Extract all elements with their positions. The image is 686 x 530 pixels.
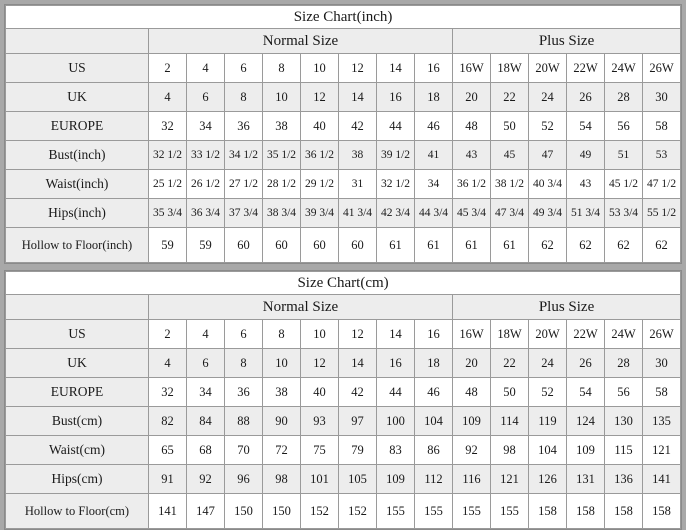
table-cell: 38 3/4 — [263, 199, 301, 228]
table-cell: 147 — [187, 494, 225, 529]
table-cell: 30 — [643, 349, 681, 378]
table-cell: 6 — [225, 54, 263, 83]
table-group-row — [6, 295, 681, 320]
table-cell: 26 — [567, 83, 605, 112]
table-cell: 65 — [149, 436, 187, 465]
table-cell: 20 — [453, 83, 491, 112]
table-cell: 119 — [529, 407, 567, 436]
row-label: Waist(cm) — [6, 436, 149, 465]
table-cell: 131 — [567, 465, 605, 494]
table-cell: 72 — [263, 436, 301, 465]
table-cell: 158 — [605, 494, 643, 529]
table-cell: 36 1/2 — [453, 170, 491, 199]
table-cell: 130 — [605, 407, 643, 436]
table-cell: 26W — [643, 54, 681, 83]
table-cell: 2 — [149, 54, 187, 83]
table-cell: 16 — [377, 349, 415, 378]
table-cell: 30 — [643, 83, 681, 112]
table-cell: 91 — [149, 465, 187, 494]
table-cell: 8 — [225, 349, 263, 378]
chart-title: Size Chart(inch) — [6, 6, 681, 29]
group-plus-size: Plus Size — [453, 295, 681, 320]
table-cell: 8 — [263, 54, 301, 83]
table-cell: 18 — [415, 349, 453, 378]
table-cell: 4 — [149, 83, 187, 112]
table-cell: 10 — [301, 320, 339, 349]
table-cell: 60 — [339, 228, 377, 263]
table-title-row — [6, 6, 681, 29]
group-normal-size: Normal Size — [149, 295, 453, 320]
table-row — [6, 83, 681, 112]
table-cell: 62 — [529, 228, 567, 263]
table-cell: 28 1/2 — [263, 170, 301, 199]
table-cell: 37 3/4 — [225, 199, 263, 228]
table-cell: 40 3/4 — [529, 170, 567, 199]
table-cell: 52 — [529, 378, 567, 407]
table-cell: 18W — [491, 54, 529, 83]
table-cell: 48 — [453, 112, 491, 141]
table-cell: 150 — [225, 494, 263, 529]
table-cell: 22 — [491, 83, 529, 112]
table-cell: 82 — [149, 407, 187, 436]
table-row — [6, 378, 681, 407]
table-cell: 83 — [377, 436, 415, 465]
table-cell: 150 — [263, 494, 301, 529]
table-cell: 58 — [643, 112, 681, 141]
table-cell: 104 — [529, 436, 567, 465]
table-cell: 12 — [339, 54, 377, 83]
group-normal-size: Normal Size — [149, 29, 453, 54]
row-label: Hips(cm) — [6, 465, 149, 494]
table-cell: 42 — [339, 378, 377, 407]
row-label: Waist(inch) — [6, 170, 149, 199]
table-cell: 104 — [415, 407, 453, 436]
table-cell: 32 — [149, 378, 187, 407]
group-blank-cell — [6, 295, 149, 320]
table-cell: 155 — [377, 494, 415, 529]
table-cell: 112 — [415, 465, 453, 494]
table-cell: 47 — [529, 141, 567, 170]
table-row — [6, 407, 681, 436]
table-cell: 40 — [301, 378, 339, 407]
table-cell: 61 — [453, 228, 491, 263]
table-cell: 12 — [339, 320, 377, 349]
table-cell: 88 — [225, 407, 263, 436]
table-cell: 49 — [567, 141, 605, 170]
table-cell: 26W — [643, 320, 681, 349]
table-cell: 92 — [453, 436, 491, 465]
table-cell: 16W — [453, 54, 491, 83]
table-cell: 18 — [415, 83, 453, 112]
row-label: Hips(inch) — [6, 199, 149, 228]
table-row — [6, 494, 681, 529]
table-cell: 4 — [187, 54, 225, 83]
table-cell: 53 3/4 — [605, 199, 643, 228]
table-cell: 90 — [263, 407, 301, 436]
table-row — [6, 112, 681, 141]
table-cell: 155 — [453, 494, 491, 529]
table-cell: 101 — [301, 465, 339, 494]
table-cell: 36 — [225, 112, 263, 141]
table-cell: 59 — [187, 228, 225, 263]
table-cell: 24W — [605, 54, 643, 83]
table-cell: 27 1/2 — [225, 170, 263, 199]
table-cell: 96 — [225, 465, 263, 494]
table-cell: 28 — [605, 83, 643, 112]
table-cell: 42 — [339, 112, 377, 141]
table-cell: 40 — [301, 112, 339, 141]
table-cell: 44 — [377, 378, 415, 407]
table-cell: 54 — [567, 112, 605, 141]
table-cell: 22 — [491, 349, 529, 378]
size-table-cm — [5, 271, 681, 529]
table-cell: 32 1/2 — [377, 170, 415, 199]
table-cell: 4 — [187, 320, 225, 349]
row-label: Hollow to Floor(cm) — [6, 494, 149, 529]
table-cell: 6 — [187, 349, 225, 378]
table-cell: 24W — [605, 320, 643, 349]
table-cell: 8 — [225, 83, 263, 112]
table-cell: 39 3/4 — [301, 199, 339, 228]
table-cell: 79 — [339, 436, 377, 465]
table-cell: 86 — [415, 436, 453, 465]
table-cell: 152 — [339, 494, 377, 529]
row-label: Bust(inch) — [6, 141, 149, 170]
table-row — [6, 170, 681, 199]
table-cell: 12 — [301, 83, 339, 112]
table-cell: 58 — [643, 378, 681, 407]
table-cell: 93 — [301, 407, 339, 436]
table-cell: 16 — [415, 320, 453, 349]
row-label: UK — [6, 83, 149, 112]
table-cell: 155 — [491, 494, 529, 529]
size-table-inch — [5, 5, 681, 263]
row-label: US — [6, 320, 149, 349]
table-cell: 26 — [567, 349, 605, 378]
table-cell: 36 3/4 — [187, 199, 225, 228]
table-cell: 62 — [605, 228, 643, 263]
table-cell: 54 — [567, 378, 605, 407]
table-cell: 39 1/2 — [377, 141, 415, 170]
table-cell: 10 — [263, 83, 301, 112]
table-cell: 46 — [415, 112, 453, 141]
row-label: EUROPE — [6, 112, 149, 141]
table-cell: 84 — [187, 407, 225, 436]
table-cell: 10 — [263, 349, 301, 378]
table-cell: 60 — [301, 228, 339, 263]
table-cell: 38 1/2 — [491, 170, 529, 199]
table-cell: 62 — [567, 228, 605, 263]
table-cell: 136 — [605, 465, 643, 494]
table-cell: 41 — [415, 141, 453, 170]
table-cell: 14 — [377, 320, 415, 349]
row-label: Bust(cm) — [6, 407, 149, 436]
table-cell: 22W — [567, 320, 605, 349]
table-cell: 43 — [453, 141, 491, 170]
table-cell: 20W — [529, 54, 567, 83]
table-row — [6, 228, 681, 263]
chart-title: Size Chart(cm) — [6, 272, 681, 295]
table-cell: 51 — [605, 141, 643, 170]
table-cell: 14 — [377, 54, 415, 83]
table-title-row — [6, 272, 681, 295]
group-blank-cell — [6, 29, 149, 54]
table-cell: 124 — [567, 407, 605, 436]
row-label: EUROPE — [6, 378, 149, 407]
table-cell: 8 — [263, 320, 301, 349]
row-label: UK — [6, 349, 149, 378]
table-cell: 56 — [605, 112, 643, 141]
table-cell: 12 — [301, 349, 339, 378]
table-cell: 141 — [643, 465, 681, 494]
table-cell: 109 — [567, 436, 605, 465]
table-cell: 115 — [605, 436, 643, 465]
table-cell: 52 — [529, 112, 567, 141]
table-cell: 48 — [453, 378, 491, 407]
table-cell: 155 — [415, 494, 453, 529]
table-cell: 36 — [225, 378, 263, 407]
table-row — [6, 141, 681, 170]
table-cell: 92 — [187, 465, 225, 494]
table-cell: 105 — [339, 465, 377, 494]
row-label: Hollow to Floor(inch) — [6, 228, 149, 263]
table-cell: 75 — [301, 436, 339, 465]
table-cell: 126 — [529, 465, 567, 494]
table-cell: 14 — [339, 349, 377, 378]
table-row — [6, 199, 681, 228]
table-cell: 14 — [339, 83, 377, 112]
table-cell: 2 — [149, 320, 187, 349]
table-cell: 45 — [491, 141, 529, 170]
table-cell: 62 — [643, 228, 681, 263]
table-cell: 26 1/2 — [187, 170, 225, 199]
table-cell: 109 — [377, 465, 415, 494]
table-cell: 16 — [415, 54, 453, 83]
table-cell: 20W — [529, 320, 567, 349]
table-group-row — [6, 29, 681, 54]
table-cell: 116 — [453, 465, 491, 494]
table-cell: 97 — [339, 407, 377, 436]
table-cell: 16W — [453, 320, 491, 349]
table-cell: 36 1/2 — [301, 141, 339, 170]
table-cell: 41 3/4 — [339, 199, 377, 228]
table-cell: 33 1/2 — [187, 141, 225, 170]
table-cell: 61 — [491, 228, 529, 263]
table-cell: 60 — [263, 228, 301, 263]
table-row — [6, 349, 681, 378]
table-cell: 6 — [225, 320, 263, 349]
table-cell: 31 — [339, 170, 377, 199]
table-cell: 16 — [377, 83, 415, 112]
table-row — [6, 54, 681, 83]
table-cell: 121 — [643, 436, 681, 465]
table-cell: 22W — [567, 54, 605, 83]
table-cell: 10 — [301, 54, 339, 83]
table-cell: 42 3/4 — [377, 199, 415, 228]
size-chart-inch — [4, 4, 682, 264]
table-cell: 61 — [415, 228, 453, 263]
table-cell: 98 — [263, 465, 301, 494]
table-cell: 6 — [187, 83, 225, 112]
table-cell: 20 — [453, 349, 491, 378]
table-cell: 56 — [605, 378, 643, 407]
table-cell: 34 — [415, 170, 453, 199]
table-cell: 38 — [339, 141, 377, 170]
table-cell: 34 1/2 — [225, 141, 263, 170]
table-cell: 29 1/2 — [301, 170, 339, 199]
table-cell: 35 1/2 — [263, 141, 301, 170]
table-cell: 55 1/2 — [643, 199, 681, 228]
table-cell: 4 — [149, 349, 187, 378]
table-cell: 61 — [377, 228, 415, 263]
table-cell: 98 — [491, 436, 529, 465]
table-cell: 34 — [187, 112, 225, 141]
table-cell: 24 — [529, 83, 567, 112]
table-cell: 135 — [643, 407, 681, 436]
table-cell: 24 — [529, 349, 567, 378]
table-cell: 43 — [567, 170, 605, 199]
table-cell: 100 — [377, 407, 415, 436]
table-cell: 28 — [605, 349, 643, 378]
table-cell: 45 1/2 — [605, 170, 643, 199]
table-cell: 38 — [263, 112, 301, 141]
table-cell: 51 3/4 — [567, 199, 605, 228]
table-cell: 109 — [453, 407, 491, 436]
table-cell: 32 1/2 — [149, 141, 187, 170]
table-cell: 47 1/2 — [643, 170, 681, 199]
table-row — [6, 320, 681, 349]
table-cell: 25 1/2 — [149, 170, 187, 199]
row-label: US — [6, 54, 149, 83]
table-row — [6, 465, 681, 494]
size-chart-cm — [4, 270, 682, 530]
table-cell: 46 — [415, 378, 453, 407]
table-cell: 114 — [491, 407, 529, 436]
table-cell: 32 — [149, 112, 187, 141]
table-cell: 44 3/4 — [415, 199, 453, 228]
table-cell: 35 3/4 — [149, 199, 187, 228]
table-cell: 49 3/4 — [529, 199, 567, 228]
table-cell: 47 3/4 — [491, 199, 529, 228]
table-cell: 158 — [529, 494, 567, 529]
table-cell: 70 — [225, 436, 263, 465]
table-row — [6, 436, 681, 465]
table-cell: 152 — [301, 494, 339, 529]
table-cell: 18W — [491, 320, 529, 349]
table-cell: 34 — [187, 378, 225, 407]
table-cell: 158 — [567, 494, 605, 529]
table-cell: 158 — [643, 494, 681, 529]
table-cell: 50 — [491, 112, 529, 141]
table-cell: 53 — [643, 141, 681, 170]
group-plus-size: Plus Size — [453, 29, 681, 54]
table-cell: 44 — [377, 112, 415, 141]
table-cell: 141 — [149, 494, 187, 529]
table-cell: 60 — [225, 228, 263, 263]
table-cell: 38 — [263, 378, 301, 407]
table-cell: 59 — [149, 228, 187, 263]
table-cell: 68 — [187, 436, 225, 465]
table-cell: 121 — [491, 465, 529, 494]
table-cell: 45 3/4 — [453, 199, 491, 228]
table-cell: 50 — [491, 378, 529, 407]
